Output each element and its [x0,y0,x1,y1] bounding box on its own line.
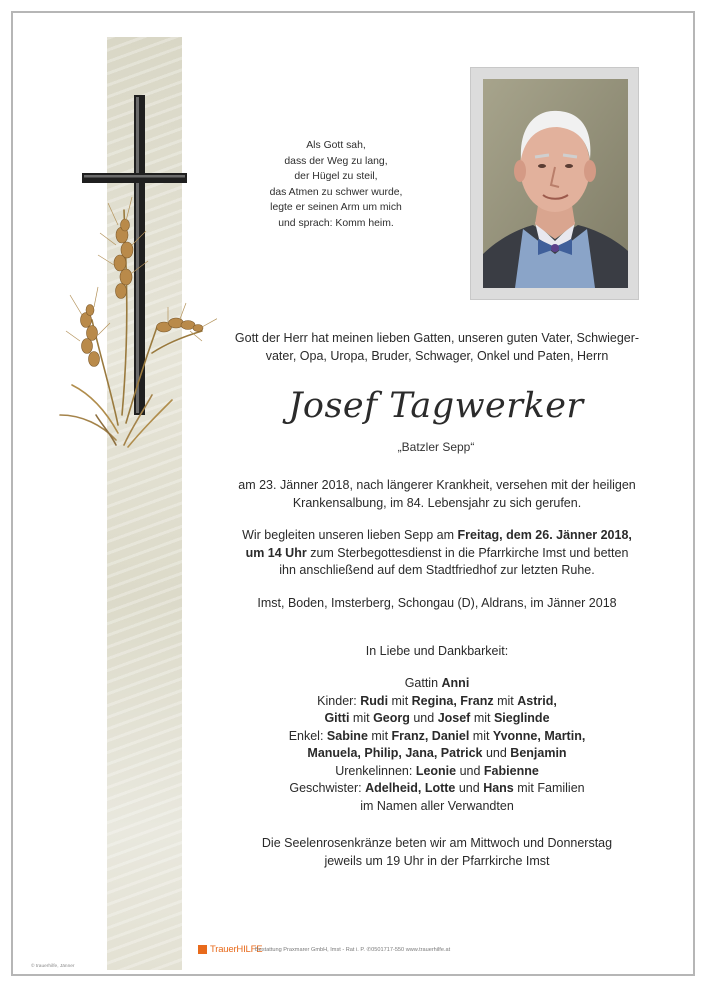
funeral-date: Freitag, dem 26. Jänner 2018, [457,528,632,542]
connector: und [409,711,438,725]
funeral-line: ihn anschließend auf dem Stadtfriedhof zur letzten Ruhe. [279,563,595,577]
copyright: © trauerhilfe, Jänner [31,964,75,969]
connector: und [455,781,484,795]
mourner-line-relatives: im Namen aller Verwandten [360,798,514,813]
funeral-text: zum Sterbegottesdienst in die Pfarrkirche Imst und betten [306,545,629,560]
name: Regina, Franz [411,693,494,708]
poem [236,138,436,232]
mourner-line-grandchildren [227,728,647,746]
name: Rudi [360,693,389,708]
label: Geschwister: [289,781,366,795]
deceased-name: Josef Tagwerker [288,386,584,426]
trauerhilfe-logo: TrauerHILFE [210,944,263,955]
mourner-line-grandchildren-2 [227,745,647,763]
poem-line: das Atmen zu schwer wurde, [269,186,403,198]
place-date [227,595,647,613]
intro-line: vater, Opa, Uropa, Bruder, Schwager, Onkel und Paten, Herrn [265,348,609,363]
connector: mit [470,711,494,725]
label: Gattin [404,676,442,690]
rosary-line: Die Seelenrosenkränze beten wir am Mittwoch und Donnerstag [261,836,613,850]
connector: mit Familien [513,781,585,795]
death-notice [227,477,647,512]
mourner-line-children-2 [227,710,647,728]
rosary-line: jeweils um 19 Uhr in der Pfarrkirche Imst [324,853,550,868]
connector: mit [367,728,392,743]
name: Franz, Daniel [391,728,470,743]
name: Adelheid, Lotte [365,781,456,795]
connector: mit [469,728,493,743]
funeral-line [227,527,647,545]
funeral-time: um 14 Uhr [245,545,307,560]
connector: mit [493,693,518,708]
name: Astrid, [517,693,557,708]
connector: und [456,763,484,778]
poem-line: dass der Weg zu lang, [284,155,388,167]
mourner-line-great-grandchildren [227,763,647,781]
name: Manuela, Philip, Jana, Patrick [307,746,483,760]
connector: mit [388,693,412,708]
place-date-text: Imst, Boden, Imsterberg, Schongau (D), Aldrans, im Jänner 2018 [257,596,617,610]
portrait-frame [470,67,639,300]
poem-line: Als Gott sah, [306,140,366,151]
mourner-line-children [227,693,647,711]
cross-icon [82,95,187,415]
label: Kinder: [317,693,361,708]
death-notice-line: am 23. Jänner 2018, nach längerer Krankheit, versehen mit der heiligen [238,478,636,492]
name: Anni [441,676,470,690]
name: Gitti [324,711,350,725]
connector: mit [349,711,374,725]
portrait-image [483,79,628,288]
portrait-photo [483,79,628,288]
footer-contact-info: Bestattung Praxmarer GmbH, Imst - Rat i. P. ✆0501717-550 www.trauerhilfe.at [255,946,451,953]
name: Yvonne, Martin, [492,728,586,743]
funeral-line [227,545,647,563]
name: Fabienne [483,763,539,778]
name: Georg [373,711,410,725]
mourners-list [227,675,647,815]
name: Sieglinde [493,711,550,725]
name: Hans [483,781,514,795]
rosary-info [227,835,647,870]
name: Sabine [326,728,368,743]
poem-line: legte er seinen Arm um mich [270,202,402,214]
name: Josef [437,711,471,725]
funeral-info [227,527,647,580]
name: Benjamin [510,746,567,760]
label: Urenkelinnen: [335,763,416,778]
trauerhilfe-logo-icon [198,945,207,954]
intro-line: Gott der Herr hat meinen lieben Gatten, unseren guten Vater, Schwieger- [234,331,640,345]
connector: und [482,746,511,760]
poem-line: und sprach: Komm heim. [278,217,394,229]
mourner-line-siblings [227,780,647,798]
mourner-line-wife [227,675,647,693]
mourners-heading-text: In Liebe und Dankbarkeit: [365,644,509,658]
label: Enkel: [288,728,327,743]
funeral-text: Wir begleiten unseren lieben Sepp am [242,528,458,542]
intro-text [227,330,647,365]
poem-line: der Hügel zu steil, [294,171,378,183]
footer [198,944,538,958]
mourners-heading [227,643,647,661]
deceased-nickname: „Batzler Sepp“ [397,440,475,454]
cross-and-wheat-illustration [52,95,217,490]
death-notice-line: Krankensalbung, im 84. Lebensjahr zu sich gerufen. [292,495,582,510]
name: Leonie [415,763,457,778]
